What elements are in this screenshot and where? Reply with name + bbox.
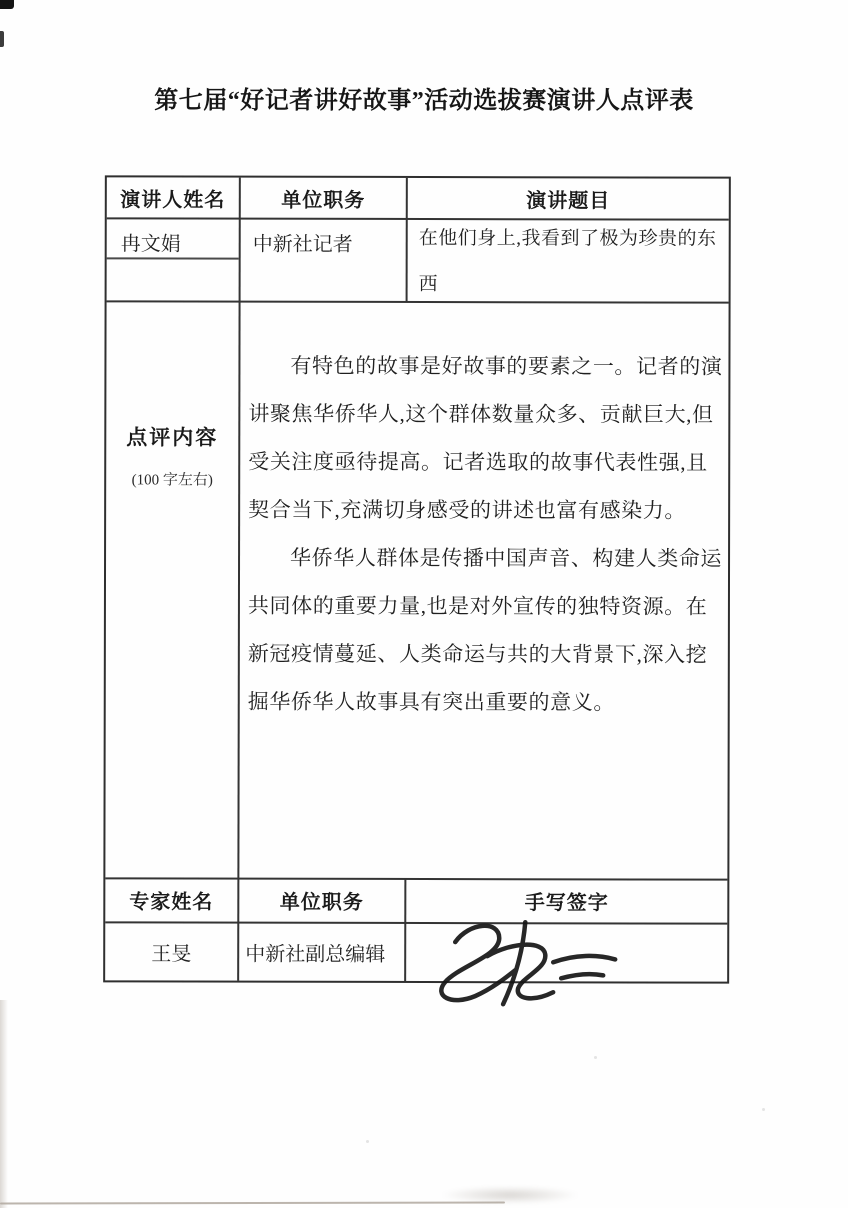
scan-speck bbox=[594, 1056, 597, 1059]
comment-content bbox=[248, 342, 727, 727]
column-divider bbox=[237, 178, 241, 981]
header-speech-topic: 演讲题目 bbox=[526, 189, 611, 212]
scan-left-edge-shadow bbox=[0, 1000, 8, 1208]
scan-speck bbox=[762, 1108, 765, 1111]
comment-paragraph: 有特色的故事是好故事的要素之一。记者的演讲聚焦华侨华人,这个群体数量众多、贡献巨大,但受关注度亟待提高。记者选取的故事代表性强,且契合当下,充满切身感受的讲述也富有感染力。 bbox=[248, 353, 723, 523]
page-title: 第七届“好记者讲好故事”活动选拔赛演讲人点评表 bbox=[154, 88, 694, 114]
header-handwritten-signature: 手写签字 bbox=[524, 891, 609, 914]
header-speaker-name: 演讲人姓名 bbox=[120, 188, 226, 212]
scan-smudge bbox=[440, 1186, 580, 1204]
expert-unit-position: 中新社副总编辑 bbox=[245, 943, 386, 966]
scan-paper-edge bbox=[0, 1201, 505, 1204]
scan-corner-mark bbox=[0, 0, 14, 9]
handwritten-signature-icon bbox=[425, 916, 637, 1012]
expert-name: 王旻 bbox=[151, 943, 192, 966]
comment-label-note: (100 字左右) bbox=[131, 472, 213, 489]
scan-speck bbox=[366, 1140, 369, 1143]
comment-label: 点评内容 bbox=[126, 425, 219, 450]
scan-corner-mark bbox=[0, 31, 4, 47]
header-expert-unit: 单位职务 bbox=[279, 891, 364, 914]
header-expert-name: 专家姓名 bbox=[129, 890, 214, 914]
speaker-unit-position: 中新社记者 bbox=[252, 233, 353, 256]
speaker-name: 冉文娟 bbox=[120, 233, 181, 256]
header-unit-position: 单位职务 bbox=[281, 189, 366, 212]
speech-topic: 在他们身上,我看到了极为珍贵的东西 bbox=[418, 228, 717, 296]
evaluation-table bbox=[103, 175, 731, 983]
comment-paragraph: 华侨华人群体是传播中国声音、构建人类命运共同体的重要力量,也是对外宣传的独特资源。在新冠疫情蔓延、人类命运与共的大背景下,深入挖掘华侨华人故事具有突出重要的意义。 bbox=[247, 545, 723, 715]
